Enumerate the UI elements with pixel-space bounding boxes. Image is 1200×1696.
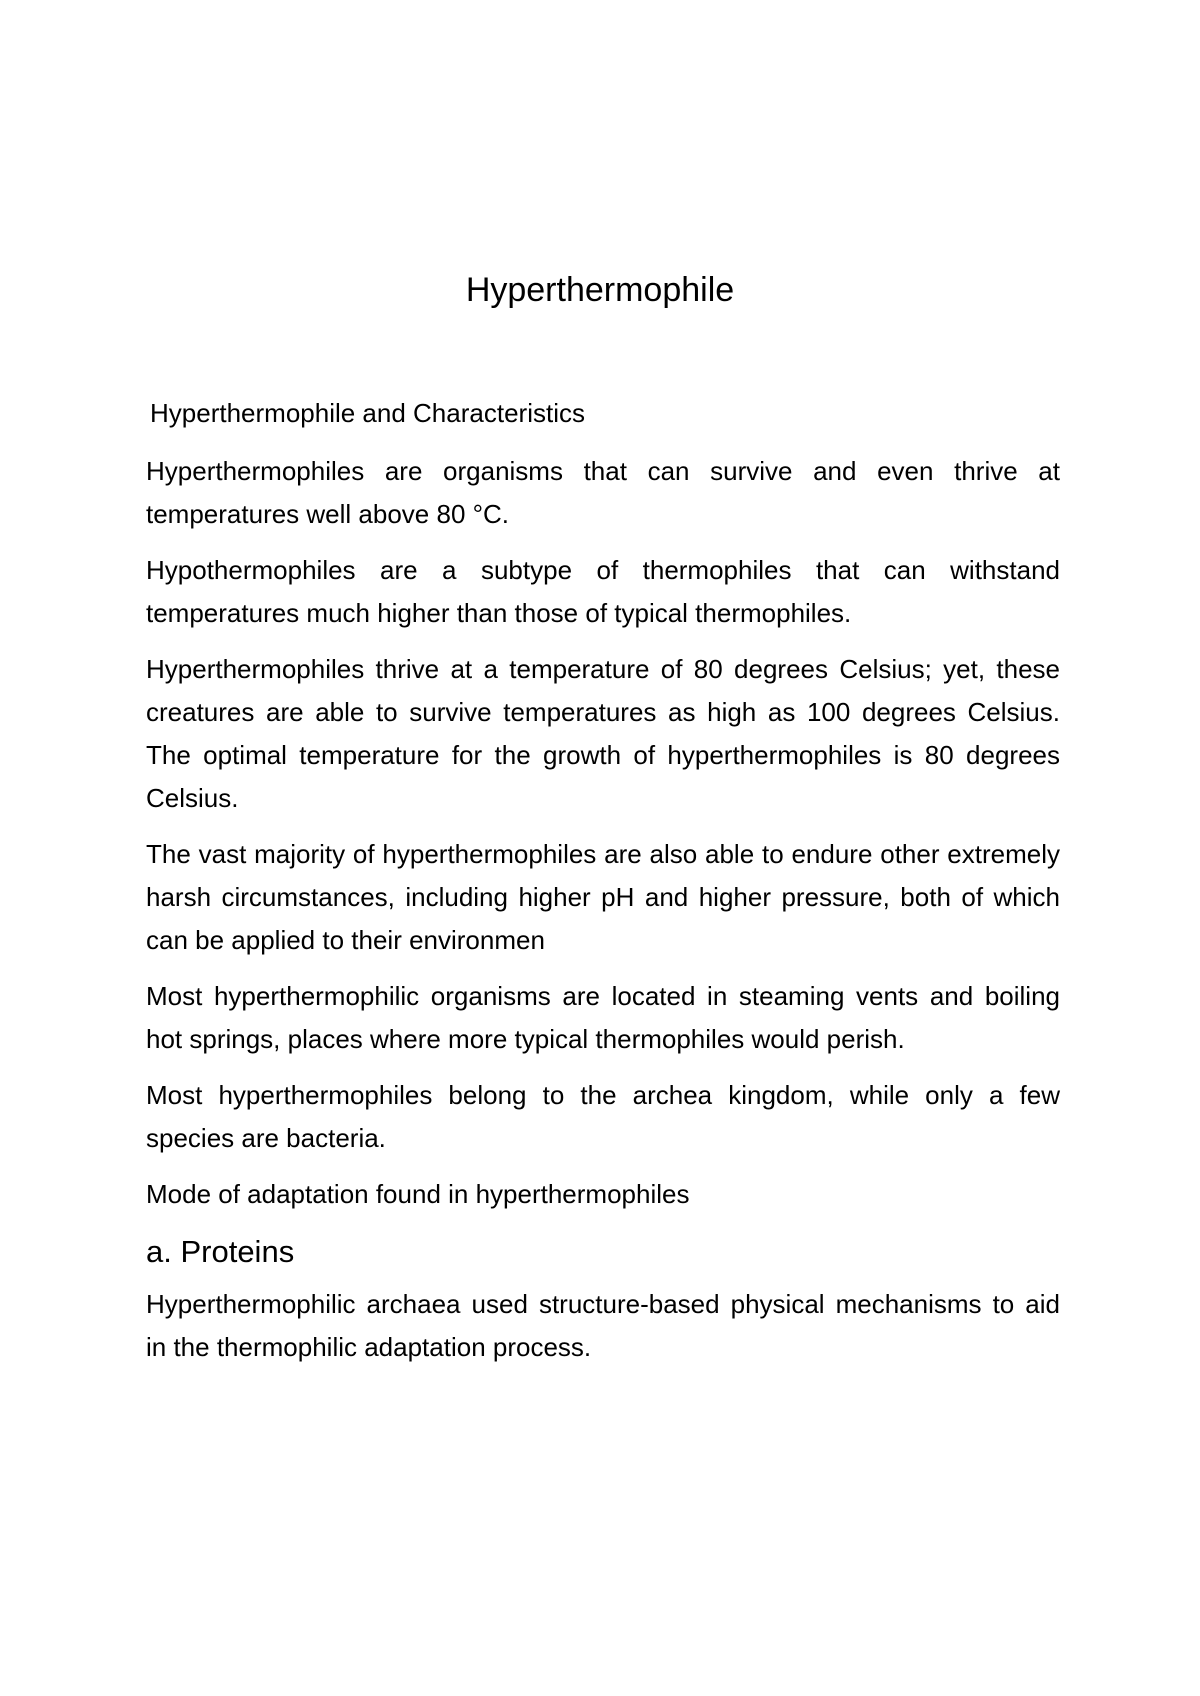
page-title: Hyperthermophile <box>465 271 735 309</box>
section-subtitle: Hyperthermophile and Characteristics <box>150 398 585 428</box>
paragraph-definition: Hyperthermophiles are organisms that can survive and even thrive at temperatures well above 80 °C. <box>146 456 1060 529</box>
section-heading-proteins: a. Proteins <box>146 1234 295 1269</box>
document-body <box>146 395 1060 1382</box>
paragraph-temperature: Hyperthermophiles thrive at a temperature of 80 degrees Celsius; yet, these creatures are able to survive temperatures as high as 100 degrees Celsius. The optimal temperature for the growth of hyperthermophiles is 80 degrees Celsius. <box>146 654 1060 813</box>
paragraph-adaptation-mode: Mode of adaptation found in hyperthermophiles <box>146 1179 690 1209</box>
paragraph-harsh-conditions: The vast majority of hyperthermophiles are also able to endure other extremely harsh circumstances, including higher pH and higher pressure, both of which can be applied to their environmen <box>146 839 1060 955</box>
paragraph-habitat: Most hyperthermophilic organisms are located in steaming vents and boiling hot springs, places where more typical thermophiles would perish. <box>146 981 1060 1054</box>
paragraph-kingdom: Most hyperthermophiles belong to the archea kingdom, while only a few species are bacteria. <box>146 1080 1060 1153</box>
paragraph-proteins: Hyperthermophilic archaea used structure-based physical mechanisms to aid in the thermophilic adaptation process. <box>146 1289 1060 1362</box>
paragraph-subtype: Hypothermophiles are a subtype of thermophiles that can withstand temperatures much higher than those of typical thermophiles. <box>146 555 1060 628</box>
